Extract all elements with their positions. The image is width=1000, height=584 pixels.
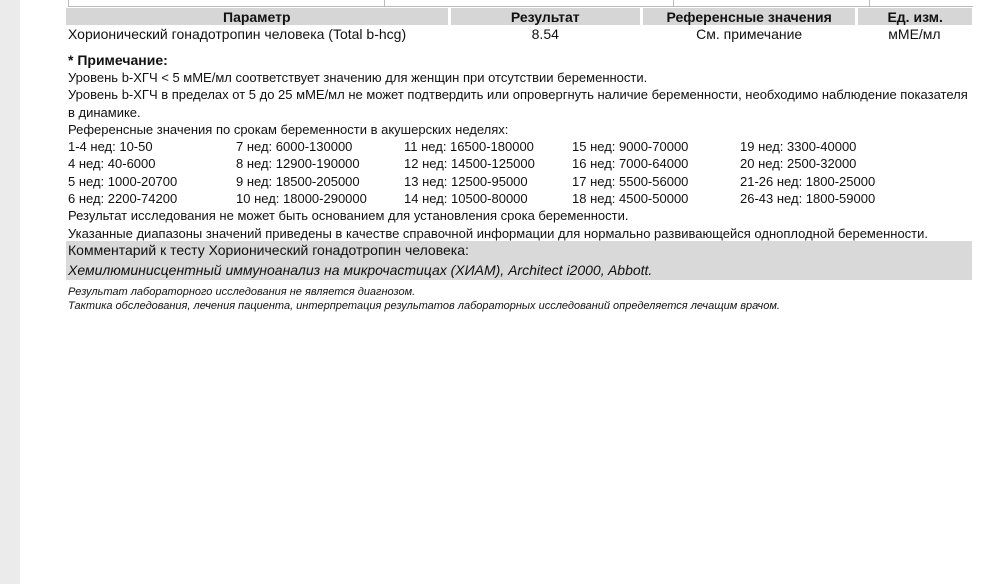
week-range: 16 нед: 7000-64000 <box>572 156 689 172</box>
comment-method: Хемилюминисцентный иммуноанализ на микрочастицах (ХИАМ), Architect i2000, Abbott. <box>68 262 653 278</box>
table-header-row <box>66 8 972 25</box>
note-line-3: Референсные значения по срокам беременности в акушерских неделях: <box>68 121 509 137</box>
note-line-4: Результат исследования не может быть основанием для установления срока беременности. <box>68 208 629 224</box>
note-line-1: Уровень b-ХГЧ < 5 мМЕ/мл соответствует значению для женщин при отсутствии беременности. <box>68 70 648 85</box>
week-range: 26-43 нед: 1800-59000 <box>740 191 876 207</box>
table-row <box>66 25 972 43</box>
header-parameter: Параметр <box>66 8 449 25</box>
cell-reference: См. примечание <box>696 26 803 42</box>
week-range: 13 нед: 12500-95000 <box>404 173 528 189</box>
week-range: 1-4 нед: 10-50 <box>68 139 153 155</box>
cell-unit: мМЕ/мл <box>888 26 941 42</box>
week-range: 4 нед: 40-6000 <box>68 156 156 172</box>
week-range: 14 нед: 10500-80000 <box>404 191 528 207</box>
week-range: 11 нед: 16500-180000 <box>404 139 534 155</box>
note-title: * Примечание: <box>68 52 168 68</box>
header-reference: Референсные значения <box>641 8 856 25</box>
week-range: 15 нед: 9000-70000 <box>572 139 689 155</box>
week-range: 19 нед: 3300-40000 <box>740 139 857 155</box>
week-range: 5 нед: 1000-20700 <box>68 173 178 189</box>
week-range: 10 нед: 18000-290000 <box>236 191 367 207</box>
week-range: 7 нед: 6000-130000 <box>236 139 353 155</box>
results-table <box>66 8 972 43</box>
weeks-grid <box>68 138 968 207</box>
disclaimer-line-2: Тактика обследования, лечения пациента, интерпретация результатов лабораторных исследований определяется лечащим врачом. <box>68 300 780 312</box>
week-range: 8 нед: 12900-190000 <box>236 156 360 172</box>
document-page <box>20 0 1000 584</box>
header-unit: Ед. изм. <box>857 8 972 25</box>
week-range: 12 нед: 14500-125000 <box>404 156 535 172</box>
note-line-2: Уровень b-ХГЧ в пределах от 5 до 25 мМЕ/мл не может подтвердить или опровергнуть наличие беременности, необходимо наблюдение показателя в динамике. <box>68 87 968 120</box>
week-range: 20 нед: 2500-32000 <box>740 156 857 172</box>
previous-table-edge <box>68 0 973 7</box>
cell-result: 8.54 <box>531 26 559 42</box>
note-line-5: Указанные диапазоны значений приведены в качестве справочной информации для нормально развивающейся одноплодной беременности. <box>68 225 929 241</box>
disclaimer-line-1: Результат лабораторного исследования не является диагнозом. <box>68 286 416 298</box>
week-range: 9 нед: 18500-205000 <box>236 173 360 189</box>
cell-parameter: Хорионический гонадотропин человека (Total b-hcg) <box>68 26 407 42</box>
week-range: 18 нед: 4500-50000 <box>572 191 689 207</box>
week-range: 17 нед: 5500-56000 <box>572 173 689 189</box>
note-section <box>68 52 968 242</box>
week-range: 6 нед: 2200-74200 <box>68 191 178 207</box>
header-result: Результат <box>449 8 641 25</box>
week-range: 21-26 нед: 1800-25000 <box>740 173 876 189</box>
comment-title: Комментарий к тесту Хорионический гонадотропин человека: <box>68 242 469 258</box>
comment-box <box>66 241 972 280</box>
disclaimer <box>68 285 780 313</box>
